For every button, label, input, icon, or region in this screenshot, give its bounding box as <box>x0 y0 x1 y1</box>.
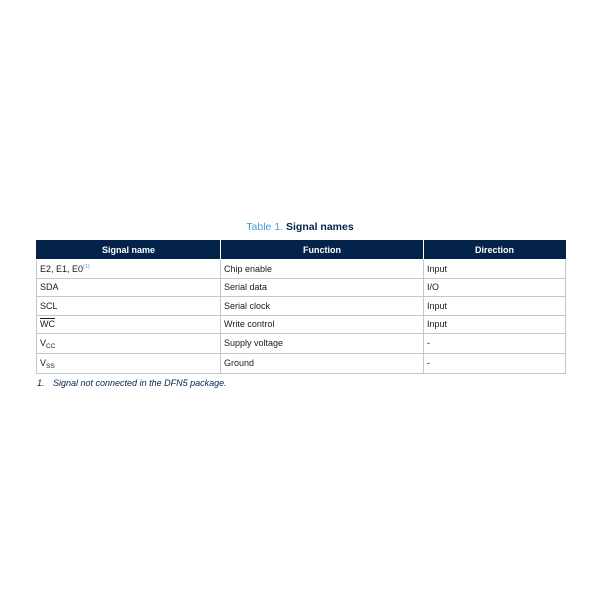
header-direction: Direction <box>424 241 566 260</box>
cell-direction: I/O <box>424 278 566 297</box>
table-row <box>37 297 566 316</box>
signal-base: V <box>40 338 47 349</box>
table-caption <box>0 220 600 234</box>
header-signal-name: Signal name <box>37 241 221 260</box>
cell-direction: Input <box>424 260 566 279</box>
cell-direction: Input <box>424 315 566 334</box>
header-function: Function <box>221 241 424 260</box>
cell-signal <box>37 260 221 279</box>
cell-direction: - <box>424 334 566 354</box>
cell-function: Write control <box>221 315 424 334</box>
signal-names-table <box>36 240 566 374</box>
footnote-number: 1. <box>37 378 45 388</box>
cell-signal <box>37 353 221 373</box>
table-row <box>37 353 566 373</box>
cell-function: Supply voltage <box>221 334 424 354</box>
table-header-row <box>37 241 566 260</box>
signal-text: E2, E1, E0 <box>40 263 84 274</box>
table-row <box>37 260 566 279</box>
signal-base: V <box>40 358 47 369</box>
signal-text-overlined: $\overline{WC}$ <box>40 319 55 330</box>
table-caption-label: Table 1. <box>246 221 284 233</box>
cell-function: Ground <box>221 353 424 373</box>
cell-function: Chip enable <box>221 260 424 279</box>
cell-signal: SDA <box>37 278 221 297</box>
cell-signal <box>37 315 221 334</box>
cell-function: Serial clock <box>221 297 424 316</box>
cell-signal: SCL <box>37 297 221 316</box>
table-row <box>37 278 566 297</box>
signal-subscript: CC <box>46 343 56 351</box>
signal-subscript: SS <box>46 363 55 371</box>
footnote-text: Signal not connected in the DFN5 package. <box>53 378 227 388</box>
table-row <box>37 334 566 354</box>
cell-direction: Input <box>424 297 566 316</box>
table-row <box>37 315 566 334</box>
cell-signal <box>37 334 221 354</box>
table-caption-title: Signal names <box>286 221 354 233</box>
footnote-reference: (1) <box>83 263 90 270</box>
cell-direction: - <box>424 353 566 373</box>
cell-function: Serial data <box>221 278 424 297</box>
table-footnote <box>37 378 227 388</box>
